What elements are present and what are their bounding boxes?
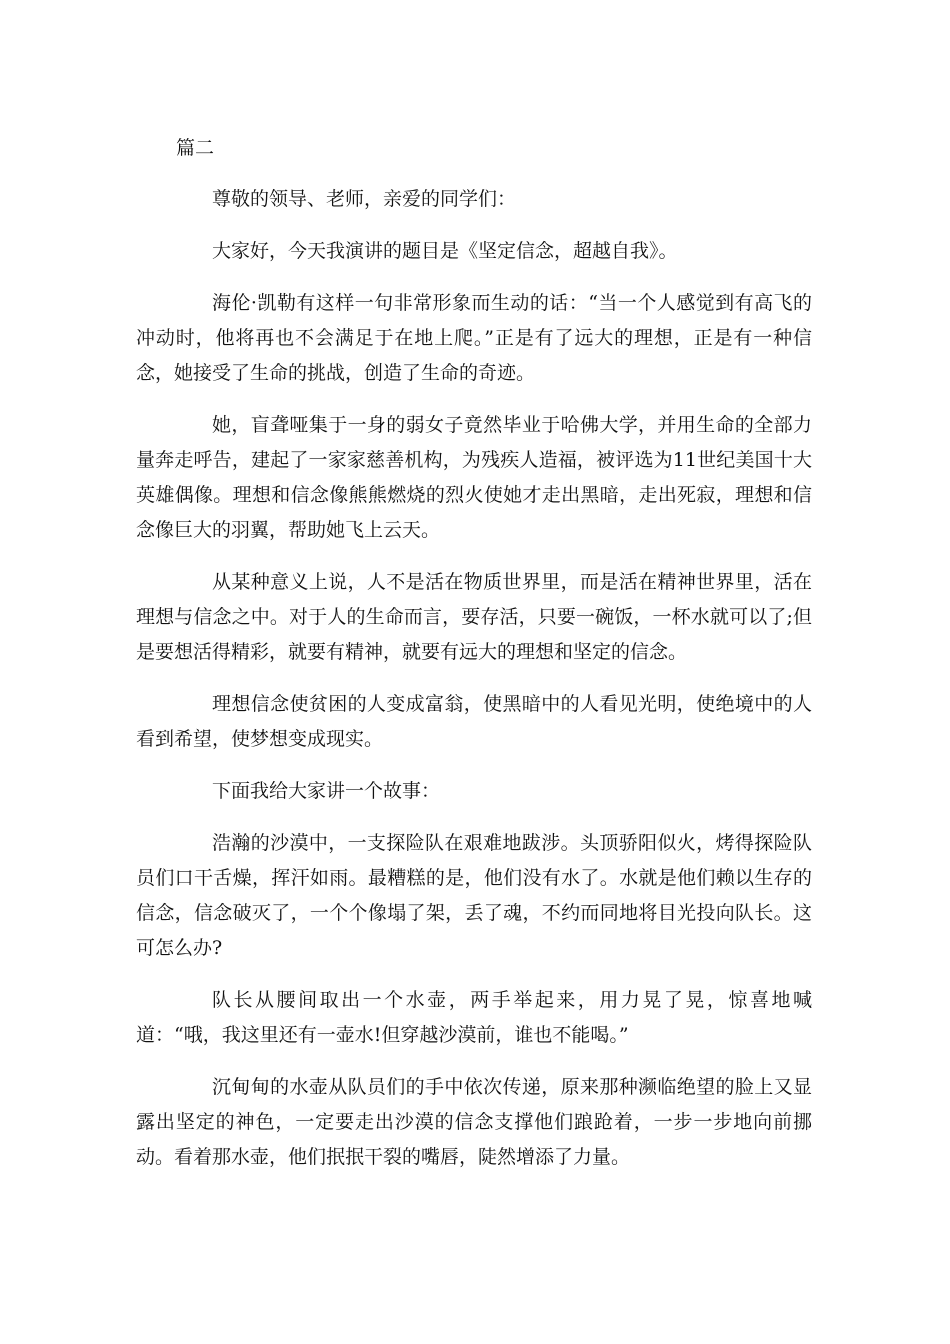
- paragraph-story-intro: 下面我给大家讲一个故事：: [212, 780, 441, 802]
- paragraph-desert-expedition: 浩瀚的沙漠中，一支探险队在艰难地跋涉。头顶骄阳似火，烤得探险队员们口干舌燥，挥汗如雨。最糟糕的是，他们没有水了。水就是他们赖以生存的信念，信念破灭了，一个个像塌了架，丢了魂，不约而同地将目光投向队长。这可怎么办?: [136, 832, 812, 959]
- paragraph-helen-keller-quote: 海伦·凯勒有这样一句非常形象而生动的话：“当一个人感觉到有高飞的冲动时，他将再也不会满足于在地上爬。”正是有了远大的理想，正是有一种信念，她接受了生命的挑战，创造了生命的奇迹。: [136, 292, 812, 384]
- paragraph-intro: 大家好，今天我演讲的题目是《坚定信念，超越自我》。: [212, 240, 678, 262]
- paragraph-water-bottle: 沉甸甸的水壶从队员们的手中依次传递，原来那种濒临绝望的脸上又显露出坚定的神色，一定要走出沙漠的信念支撑他们踉跄着，一步一步地向前挪动。看着那水壶，他们抿抿干裂的嘴唇，陡然增添了力量。: [136, 1076, 812, 1168]
- paragraph-captain-water: 队长从腰间取出一个水壶，两手举起来，用力晃了晃，惊喜地喊道：“哦，我这里还有一壶水!但穿越沙漠前，谁也不能喝。”: [136, 989, 812, 1046]
- paragraph-greeting: 尊敬的领导、老师，亲爱的同学们：: [212, 188, 517, 210]
- paragraph-spiritual-world: 从某种意义上说，人不是活在物质世界里，而是活在精神世界里，活在理想与信念之中。对于人的生命而言，要存活，只要一碗饭，一杯水就可以了;但是要想活得精彩，就要有精神，就要有远大的理想和坚定的信念。: [136, 571, 812, 663]
- paragraph-helen-keller-story: 她，盲聋哑集于一身的弱女子竟然毕业于哈佛大学，并用生命的全部力量奔走呼告，建起了一家家慈善机构，为残疾人造福，被评选为11世纪美国十大英雄偶像。理想和信念像熊熊燃烧的烈火使她才走出黑暗，走出死寂，理想和信念像巨大的羽翼，帮助她飞上云天。: [136, 414, 812, 541]
- section-title: 篇二: [176, 137, 215, 159]
- paragraph-belief-power: 理想信念使贫困的人变成富翁，使黑暗中的人看见光明，使绝境中的人看到希望，使梦想变成现实。: [136, 693, 812, 750]
- document-body: [136, 131, 812, 1192]
